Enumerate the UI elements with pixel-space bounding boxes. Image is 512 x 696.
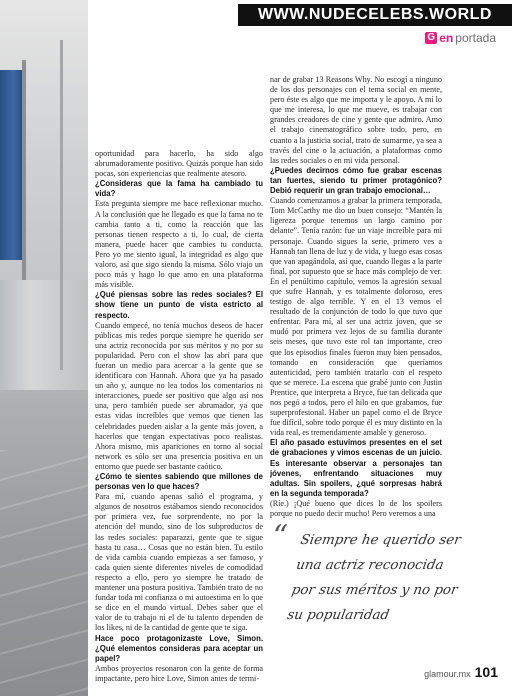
quote-mark-icon: “ [268,519,290,554]
section-prefix: en [439,31,454,45]
section-name: portada [455,31,496,45]
interview-answer: Cuando empecé, no tenía muchos deseos de hacer públicas mis redes porque siempre he querido ser una actriz reconocida por sus méritos y no por su popularidad. Pero con el show las abrí para que fueran un medio para acercar a la gente que se identificara con Hannah. Ahora que ya ha pasado un año y, aunque no lea todos los comentarios ni interacciones, puede ser positivo que algo así nos una, pero también puede ser abrumador, ya que estas vidas increíbles que vemos que tienen las celebridades pueden aislar a la gente más joven, a hacerlos que tengan expectativas poco realistas. Ahora mismo, mis apariciones en torno al social network es sólo ser una presencia positiva en un entorno que puede ser bastante caótico. [95,320,263,471]
article-column-2 [270,75,442,519]
interview-question: ¿Cómo te sientes sabiendo que millones de personas ven lo que haces? [95,472,263,492]
interview-question: El año pasado estuvimos presentes en el set de grabaciones y vimos escenas de un juicio. Es interesante observar a personajes tan jóvenes, enfrentando situaciones muy adultas. Sin spoilers, ¿qué sorpresas habrá en la segunda temporada? [270,438,442,498]
interview-question: Hace poco protagonizaste Love, Simon. ¿Qué elementos consideras para aceptar un papel? [95,633,263,663]
interview-answer: nar de grabar 13 Reasons Why. No escogí a ninguno de los dos personajes con el tema social en mente, pero éste es algo que me importa y le apoyo. A mí lo que me interesa, lo que me mueve, es trabajar con grandes creadores de cine y gente que admiro. Amo el trabajo cinematográfico sobre todo, pero, en cuanto a la justicia social, trato de sumarme, ya sea a través del cine o la actuación, a plataformas como las redes sociales o en mi vida personal. [270,75,442,165]
watermark: WWW.NUDECELEBS.WORLD [238,4,512,26]
side-photo [0,0,88,696]
glamour-g-logo: G [425,32,437,44]
interview-answer: Ambos proyectos resonaron con la gente de forma impactante, pero hice Love, Simon antes de termi- [95,663,263,683]
interview-question: ¿Consideras que la fama ha cambiado tu vida? [95,179,263,199]
pull-quote-text: Siempre he querido ser una actriz reconocida por sus méritos y no por su popularidad [286,533,462,623]
interview-answer: (Ríe.) ¡Qué bueno que dices lo de los spoilers porque no puedo decir mucho! Pero veremos a una [270,498,442,519]
interview-answer: Cuando comenzamos a grabar la primera temporada, Tom McCarthy me dio un buen consejo: “Mantén la ligereza porque tenemos un largo camino por delante”. Tenía razón: fue un viaje increíble para mi personaje. Cuando sigues la serie, primero ves a Hannah tan llena de luz y de vida, y luego esas cosas que van apagándola, así que, cuando llegas a la parte final, por supuesto que se hace más complejo de ver. En el penúltimo capítulo, vemos la agresión sexual que sufre Hannah, y es totalmente doloroso, eres testigo de algo terrible. Y en el 13 vemos el resultado de la conjunción de todo lo que tuvo que enfrentar. Para mí, al ser una actriz joven, que se mudó por primera vez lejos de su familia durante seis meses, que tuvo este rol tan importante, creo que los episodios finales fueron muy bien pensados, tomando en consideración que queríamos autenticidad, pero también tratarlo con el respeto que se merece. La escena que grabé junto con Justin Prentice, que interpreta a Bryce, fue tan delicada que nos pegó a todos, pero el hilo en que grabamos, fue superprofesional. Haber un papel como el de Bryce fue difícil, sobre todo porque él es muy distinto en la vida real, es tremendamente amable y generoso. [270,196,442,438]
article-column-1 [95,149,263,684]
pull-quote [257,519,475,628]
section-label [425,31,496,45]
page-footer [424,664,498,680]
interview-question: ¿Qué piensas sobre las redes sociales? El show tiene un punto de vista estricto al respecto. [95,290,263,320]
page-number: 101 [474,664,498,680]
interview-answer: Esta pregunta siempre me hace reflexionar mucho. A la conclusión que he llegado es que la fama no te cambia tanto a ti, como la reacción que las personas tienen respecto a ti, lo cual, de cierta manera, puede hacer que cambies tu conducta. Pero yo me siento igual, la integridad es algo que valoro, así que sigo siendo la misma. Sólo viajo un poco más y hago lo que amo en una plataforma más visible. [95,199,263,290]
magazine-url: glamour.mx [424,669,471,679]
interview-question: ¿Puedes decirnos cómo fue grabar escenas tan fuertes, siendo tu primer protagónico? Debió requerir un gran trabajo emocional… [270,165,442,196]
interview-answer: Para mí, cuando apenas salió el programa, y algunos de nosotros estábamos siendo reconocidos por primera vez, fue sorprendente, no por la atención del mundo, sino de los subproductos de las redes sociales: paparazzi, gente que te sigue hasta tu casa… Cosas que no están bien. Tu estilo de vida cambia cuando empiezas a ser famoso, y cada quien siente diferentes niveles de comodidad respecto a ello, pero yo siempre he tratado de mantener una postura positiva. También trato de no fundar toda mi confianza o mi autoestima en lo que se dice en el mundo virtual. Debes saber que el valor de tu trabajo ni el de tu talento dependen de los likes, ni de la cantidad de gente que te siga. [95,492,263,633]
interview-answer: oportunidad para hacerlo, ha sido algo abrumadoramente positivo. Quizás porque han sido pocas, son experiencias que realmente atesoro. [95,149,263,179]
